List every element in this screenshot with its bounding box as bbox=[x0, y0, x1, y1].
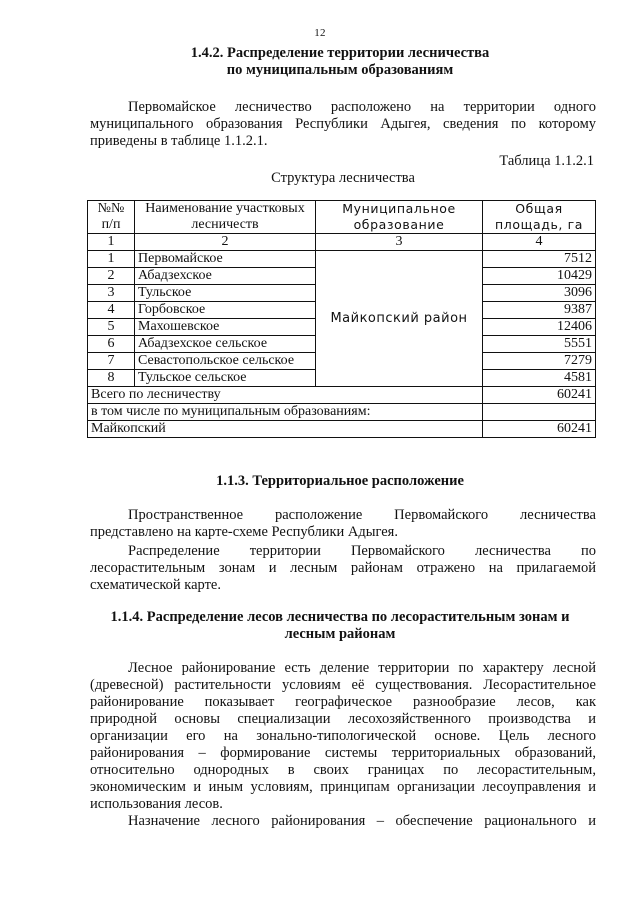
table-municipality-row bbox=[88, 421, 596, 438]
section-title-line: по муниципальным образованиям bbox=[226, 62, 454, 78]
municipality-cell: Майкопский район bbox=[316, 251, 483, 387]
row-num: 2 bbox=[88, 268, 135, 285]
section-title-line: 1.1.4. Распределение лесов лесничества по лесорастительным зонам и bbox=[110, 609, 570, 625]
paragraph-line: природной основы специализации лесохозяйственного производства и bbox=[90, 711, 596, 727]
section-title-1-4-2 bbox=[90, 45, 590, 79]
section-title-1-1-4 bbox=[60, 609, 620, 643]
forestry-structure-table bbox=[87, 200, 596, 438]
row-name: Первомайское bbox=[135, 251, 316, 268]
index-cell: 3 bbox=[316, 234, 483, 251]
index-cell: 4 bbox=[483, 234, 596, 251]
municipality-row-label: Майкопский bbox=[88, 421, 483, 438]
row-name: Абадзехское сельское bbox=[135, 336, 316, 353]
table-total-row bbox=[88, 387, 596, 404]
paragraph-line: муниципального образования Республики Адыгея, сведения по которому bbox=[90, 116, 596, 132]
row-area: 10429 bbox=[483, 268, 596, 285]
row-name: Горбовское bbox=[135, 302, 316, 319]
intro-paragraph bbox=[90, 99, 596, 150]
municipality-row-value: 60241 bbox=[483, 421, 596, 438]
row-num: 8 bbox=[88, 370, 135, 387]
table-title: Структура лесничества bbox=[271, 170, 415, 186]
table-index-row bbox=[88, 234, 596, 251]
table-including-row bbox=[88, 404, 596, 421]
row-area: 5551 bbox=[483, 336, 596, 353]
row-num: 7 bbox=[88, 353, 135, 370]
row-name: Тульское сельское bbox=[135, 370, 316, 387]
paragraph-line: (древесной) растительности условиям её существования. Лесорастительное bbox=[90, 677, 596, 693]
paragraph-line: использования лесов. bbox=[90, 796, 223, 812]
paragraph-line: организации его на зонально-типологической основе. Цель лесного bbox=[90, 728, 596, 744]
row-num: 4 bbox=[88, 302, 135, 319]
row-name: Севастопольское сельское bbox=[135, 353, 316, 370]
zoning-paragraph-2 bbox=[90, 813, 596, 830]
row-num: 1 bbox=[88, 251, 135, 268]
paragraph-line: районирования – формирование системы территориальных образований, bbox=[90, 745, 596, 761]
section-title-line: 1.4.2. Распределение территории лесничества bbox=[190, 45, 490, 61]
row-area: 7279 bbox=[483, 353, 596, 370]
location-paragraph-2 bbox=[90, 543, 596, 594]
row-name: Тульское bbox=[135, 285, 316, 302]
row-name: Махошевское bbox=[135, 319, 316, 336]
paragraph-line: районирование показывает географическое разнообразие лесов, как bbox=[90, 694, 596, 710]
row-area: 9387 bbox=[483, 302, 596, 319]
paragraph-line: схематической карте. bbox=[90, 577, 221, 593]
paragraph-line: относительно однородных в своих границах по лесорастительным, bbox=[90, 762, 596, 778]
paragraph-line: экономическим и иным условиям, принципам организации лесоуправления и bbox=[90, 779, 596, 795]
row-name: Абадзехское bbox=[135, 268, 316, 285]
paragraph-line: представлено на карте-схеме Республики Адыгея. bbox=[90, 524, 398, 540]
paragraph-line: Назначение лесного районирования – обеспечение рационального и bbox=[128, 813, 596, 829]
including-label: в том числе по муниципальным образованиям: bbox=[88, 404, 483, 421]
total-label: Всего по лесничеству bbox=[88, 387, 483, 404]
section-title-1-1-3: 1.1.3. Территориальное расположение bbox=[216, 473, 464, 489]
page-number: 12 bbox=[314, 27, 326, 39]
paragraph-line: Лесное районирование есть деление территории по характеру лесной bbox=[128, 660, 596, 676]
header-municipality: Муниципальное образование bbox=[316, 201, 483, 234]
row-area: 12406 bbox=[483, 319, 596, 336]
paragraph-line: приведены в таблице 1.1.2.1. bbox=[90, 133, 268, 149]
total-value: 60241 bbox=[483, 387, 596, 404]
location-paragraph-1 bbox=[90, 507, 596, 541]
row-num: 5 bbox=[88, 319, 135, 336]
row-area: 3096 bbox=[483, 285, 596, 302]
zoning-paragraph-1 bbox=[90, 660, 596, 813]
table-header-row bbox=[88, 201, 596, 234]
section-title-line: лесным районам bbox=[284, 626, 396, 642]
row-num: 6 bbox=[88, 336, 135, 353]
table-label: Таблица 1.1.2.1 bbox=[499, 153, 594, 169]
row-area: 4581 bbox=[483, 370, 596, 387]
row-num: 3 bbox=[88, 285, 135, 302]
index-cell: 1 bbox=[88, 234, 135, 251]
including-empty-cell bbox=[483, 404, 596, 421]
header-name: Наименование участковых лесничеств bbox=[135, 201, 316, 234]
paragraph-line: лесорастительным зонам и лесным районам отражено на прилагаемой bbox=[90, 560, 596, 576]
index-cell: 2 bbox=[135, 234, 316, 251]
paragraph-line: Пространственное расположение Первомайского лесничества bbox=[128, 507, 596, 523]
header-num: №№ п/п bbox=[88, 201, 135, 234]
table-row bbox=[88, 251, 596, 268]
row-area: 7512 bbox=[483, 251, 596, 268]
header-area: Общая площадь, га bbox=[483, 201, 596, 234]
paragraph-line: Распределение территории Первомайского лесничества по bbox=[128, 543, 596, 559]
paragraph-line: Первомайское лесничество расположено на территории одного bbox=[128, 99, 596, 115]
